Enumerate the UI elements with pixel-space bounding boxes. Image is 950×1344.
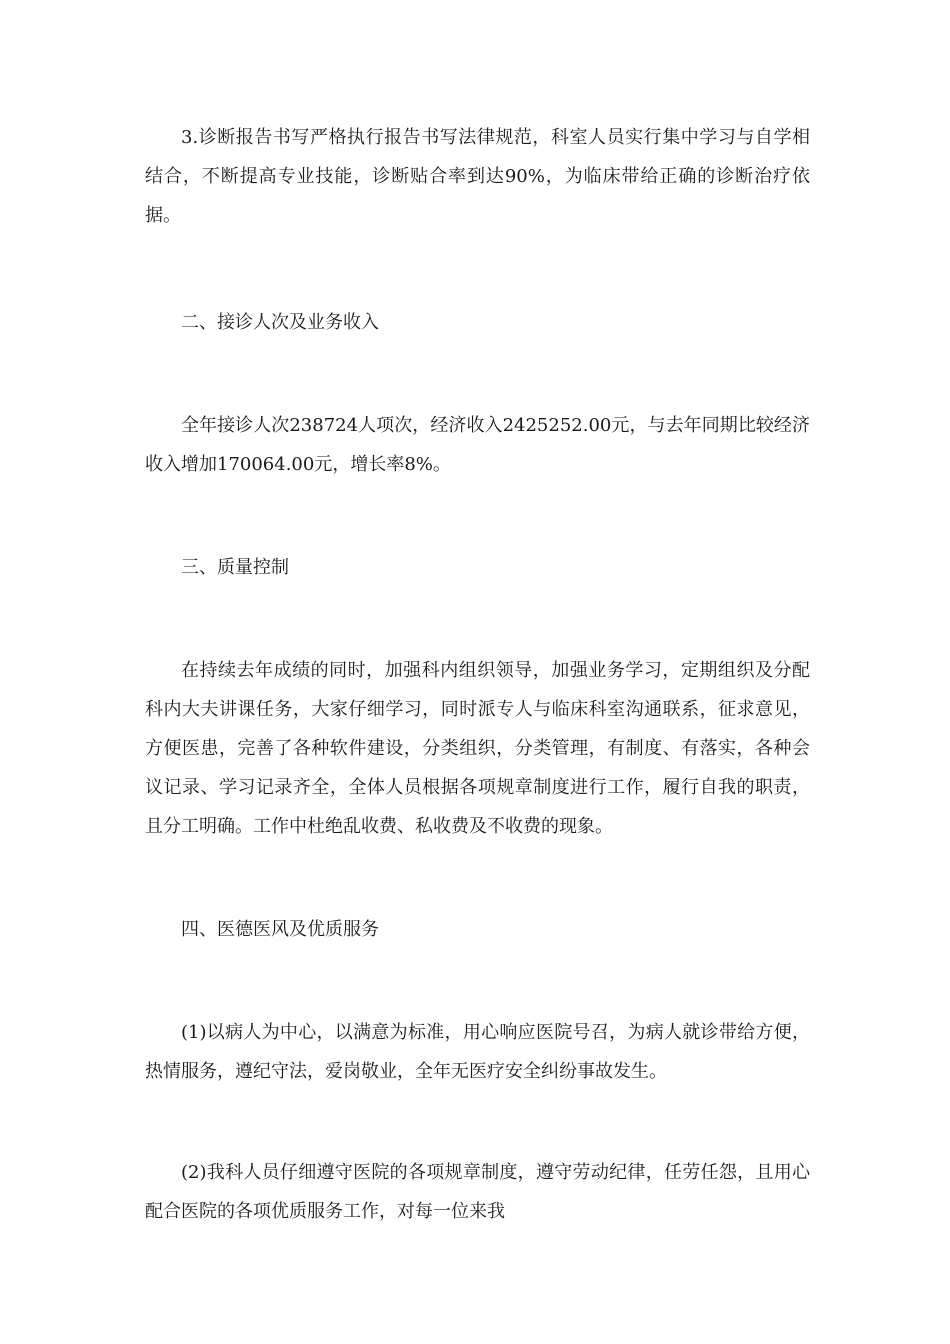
paragraph-staff-rules: (2)我科人员仔细遵守医院的各项规章制度，遵守劳动纪律，任劳任怨，且用心配合医院的各项优质服务工作，对每一位来我 [145, 1162, 810, 1222]
section-heading-quality-control: 三、质量控制 [181, 557, 289, 578]
paragraph-quality-control: 在持续去年成绩的同时，加强科内组织领导，加强业务学习，定期组织及分配科内大夫讲课任务，大家仔细学习，同时派专人与临床科室沟通联系，征求意见，方便医患，完善了各种软件建设，分类组织，分类管理，有制度、有落实，各种会议记录、学习记录齐全，全体人员根据各项规章制度进行工作，履行自我的职责，且分工明确。工作中杜绝乱收费、私收费及不收费的现象。 [145, 660, 810, 837]
paragraph-visits-revenue: 全年接诊人次238724人项次，经济收入2425252.00元，与去年同期比较经济收入增加170064.00元，增长率8%。 [145, 415, 810, 475]
spacer [145, 235, 810, 303]
spacer [145, 949, 810, 1013]
section-heading-ethics-service: 四、医德医风及优质服务 [181, 919, 379, 940]
spacer [145, 1091, 810, 1153]
paragraph-patient-centered: (1)以病人为中心，以满意为标准，用心响应医院号召，为病人就诊带给方便，热情服务，遵纪守法，爱岗敬业，全年无医疗安全纠纷事故发生。 [145, 1022, 810, 1082]
spacer [145, 484, 810, 548]
paragraph-diagnosis-report: 3.诊断报告书写严格执行报告书写法律规范，科室人员实行集中学习与自学相结合，不断提高专业技能，诊断贴合率到达90%，为临床带给正确的诊断治疗依据。 [145, 127, 810, 226]
document-body [145, 118, 810, 1231]
section-heading-visits-revenue: 二、接诊人次及业务收入 [181, 312, 379, 333]
spacer [145, 342, 810, 406]
spacer [145, 846, 810, 910]
spacer [145, 587, 810, 651]
